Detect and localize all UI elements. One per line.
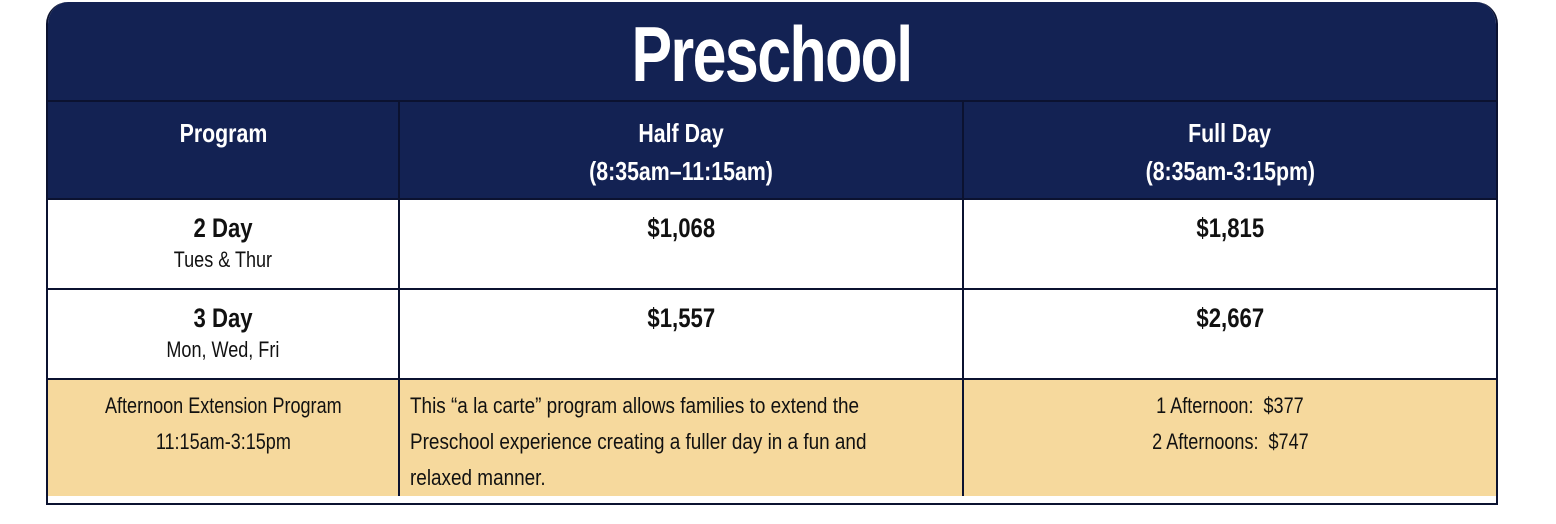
program-days: Mon, Wed, Fri <box>166 337 280 362</box>
full-day-price: $2,667 <box>1196 303 1264 333</box>
extension-hours: 11:15am-3:15pm <box>155 429 291 454</box>
full-day-price: $1,815 <box>1196 213 1264 243</box>
half-day-price-cell <box>399 289 963 379</box>
program-name: 2 Day <box>193 213 253 243</box>
extension-name: Afternoon Extension Program <box>104 393 342 418</box>
header-full-day-hours: (8:35am-3:15pm) <box>1145 156 1315 186</box>
header-half-day <box>399 101 963 199</box>
program-days: Tues & Thur <box>173 247 273 272</box>
extension-program-cell <box>48 379 399 496</box>
header-program: Program <box>48 101 399 199</box>
page-title: Preschool <box>631 10 913 98</box>
half-day-price: $1,068 <box>647 213 715 243</box>
pricing-table <box>48 100 1496 496</box>
extension-options-cell <box>963 379 1496 496</box>
header-half-day-hours: (8:35am–11:15am) <box>589 156 773 186</box>
extension-description-cell <box>399 379 963 496</box>
half-day-price: $1,557 <box>647 303 715 333</box>
program-cell <box>48 289 399 379</box>
header-full-day <box>963 101 1496 199</box>
extension-row <box>48 379 1496 496</box>
half-day-price-cell <box>399 199 963 289</box>
extension-description-line: This “a la carte” program allows families to extend the <box>410 393 860 418</box>
full-day-price-cell <box>963 199 1496 289</box>
extension-description-line: relaxed manner. <box>410 465 546 490</box>
header-full-day-label: Full Day <box>1188 118 1272 148</box>
extension-description-line: Preschool experience creating a fuller day in a fun and <box>410 429 867 454</box>
table-header-row <box>48 101 1496 199</box>
extension-option: 2 Afternoons: $747 <box>1151 429 1309 454</box>
full-day-price-cell <box>963 289 1496 379</box>
header-half-day-label: Half Day <box>638 118 724 148</box>
preschool-pricing-card <box>46 2 1498 505</box>
table-row <box>48 289 1496 379</box>
title-bar <box>48 2 1496 100</box>
extension-option: 1 Afternoon: $377 <box>1156 393 1304 418</box>
table-row <box>48 199 1496 289</box>
program-cell <box>48 199 399 289</box>
program-name: 3 Day <box>193 303 253 333</box>
